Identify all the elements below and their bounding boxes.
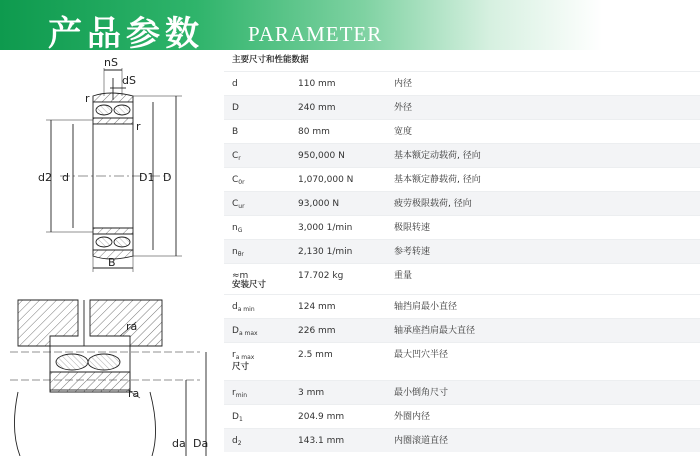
bearing-diagram [0,50,222,456]
label-d2: d2 [38,171,52,184]
label-B: B [108,256,116,269]
table-row: $d_{a min}$ 124 mm 轴挡肩最小直径 [224,294,700,318]
label-ns: nS [104,56,118,69]
section-title-dimensions: 尺寸 [232,362,250,372]
label-d: d [62,171,69,184]
table-row: $D_1$ 204.9 mm 外圈内径 [224,404,700,428]
table-row: d 110 mm 内径 [224,71,700,95]
label-D1: D1 [139,171,155,184]
label-ds: dS [122,74,136,87]
header-banner [0,0,700,54]
section-title-main: 主要尺寸和性能数据 [232,55,309,65]
label-ra-bottom: ra [128,387,140,400]
table-row: $d_2$ 143.1 mm 内圈滚道直径 [224,428,700,452]
label-r-left: r [85,92,90,105]
table-row: B 80 mm 宽度 [224,119,700,143]
table-row: $r_{a max}$ 2.5 mm 最大凹穴半径 [224,342,700,366]
table-row: $D_{a max}$ 226 mm 轴承座挡肩最大直径 [224,318,700,342]
label-r-right: r [136,120,141,133]
banner-title-en: PARAMETER [248,22,383,46]
table-row: $n_{\theta r}$ 2,130 1/min 参考转速 [224,239,700,263]
table-row: $C_{ur}$ 93,000 N 疲劳极限载荷, 径向 [224,191,700,215]
table-row: $C_r$ 950,000 N 基本额定动载荷, 径向 [224,143,700,167]
label-ra-top: ra [126,320,138,333]
banner-title-cn: 产品参数 [48,14,204,54]
label-D: D [163,171,172,184]
section-title-mounting: 安装尺寸 [232,280,267,290]
table-row: ≈m 17.702 kg 重量 [224,263,700,287]
table-row: $r_{min}$ 3 mm 最小倒角尺寸 [224,380,700,404]
table-row: D 240 mm 外径 [224,95,700,119]
table-row: $C_{0r}$ 1,070,000 N 基本额定静载荷, 径向 [224,167,700,191]
label-da: da [172,437,186,450]
parameter-table [224,50,700,456]
table-row: $n_G$ 3,000 1/min 极限转速 [224,215,700,239]
label-Da: Da [193,437,209,450]
